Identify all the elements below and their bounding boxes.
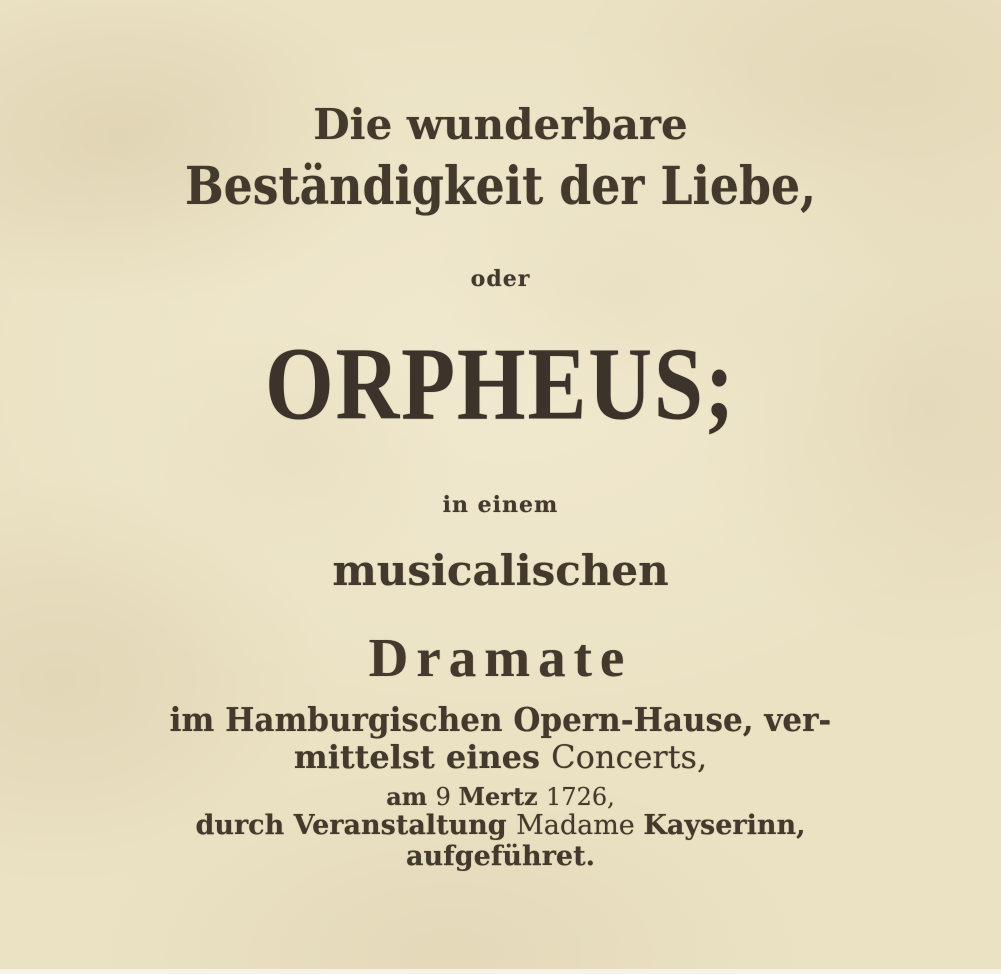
- subtitle-small: in einem: [442, 492, 559, 518]
- date-day-text: 9: [435, 783, 459, 811]
- main-title: ORPHEUS;: [264, 325, 737, 442]
- title-header-line2: Beständigkeit der Liebe,: [184, 156, 817, 217]
- title-header-line1: Die wunderbare: [313, 100, 688, 149]
- imprint-line2-fraktur-text: mittelst eines: [293, 738, 552, 776]
- producer-fraktur-text-b: Kayserinn,: [643, 810, 806, 841]
- subtitle-fraktur: musicalischen: [332, 546, 669, 595]
- producer-fraktur-text-a: durch Veranstaltung: [195, 810, 517, 841]
- imprint-line2-antiqua-text: Concerts,: [551, 738, 708, 776]
- final-line: aufgeführet.: [406, 841, 595, 872]
- genre-word: Dramate: [368, 627, 633, 688]
- date-line: [0, 782, 1001, 811]
- imprint-line1: im Hamburgischen Opern-Hause, ver-: [169, 700, 832, 739]
- date-month-text: Mertz: [458, 782, 547, 811]
- date-year-text: 1726,: [546, 783, 615, 811]
- scan-bottom-edge: [0, 969, 1001, 974]
- date-prefix-text: am: [386, 782, 436, 811]
- imprint-line2: [0, 738, 1001, 776]
- producer-antiqua-text: Madame: [516, 810, 644, 841]
- producer-line: [0, 810, 1001, 841]
- connector-word: oder: [470, 266, 531, 292]
